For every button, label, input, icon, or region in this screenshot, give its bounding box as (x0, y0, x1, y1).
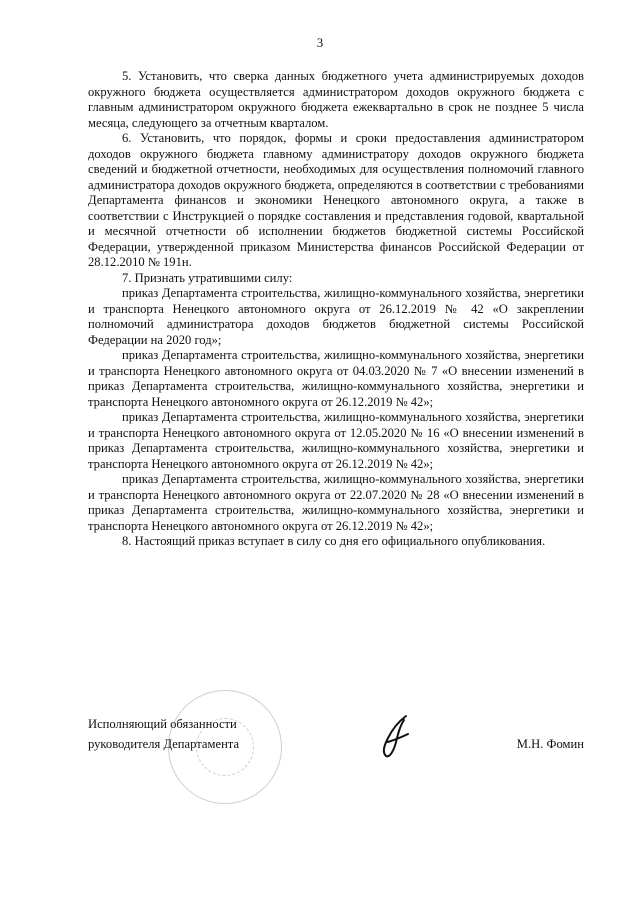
repealed-order-2: приказ Департамента строительства, жилищно-коммунального хозяйства, энергетики и транспорта Ненецкого автономного округа от 04.03.2020 № 7 «О внесении изменений в приказ Департамента строительства, жилищно-коммунального хозяйства, энергетики и транспорта Ненецкого автономного округа от 26.12.2019 № 42»; (88, 348, 584, 409)
repealed-order-3: приказ Департамента строительства, жилищно-коммунального хозяйства, энергетики и транспорта Ненецкого автономного округа от 12.05.2020 № 16 «О внесении изменений в приказ Департамента строительства, жилищно-коммунального хозяйства, энергетики и транспорта Ненецкого автономного округа от 26.12.2019 № 42»; (88, 410, 584, 471)
repealed-order-4: приказ Департамента строительства, жилищно-коммунального хозяйства, энергетики и транспорта Ненецкого автономного округа от 22.07.2020 № 28 «О внесении изменений в приказ Департамента строительства, жилищно-коммунального хозяйства, энергетики и транспорта Ненецкого автономного округа от 26.12.2019 № 42»; (88, 472, 584, 533)
paragraph-6: 6. Установить, что порядок, формы и сроки предоставления администратором доходов окружного бюджета главному администратору доходов окружного бюджета сведений и бюджетной отчетности, необходимых для осуществления полномочий главного администратора доходов окружного бюджета, определяются в соответствии с требованиями Департамента финансов и экономики Ненецкого автономного округа, а также в соответствии с Инструкцией о порядке составления и представления годовой, квартальной и месячной отчетности об исполнении бюджетов бюджетной системы Российской Федерации, утвержденной приказом Министерства финансов Российской Федерации от 28.12.2010 № 191н. (88, 131, 584, 269)
paragraph-5: 5. Установить, что сверка данных бюджетного учета администрируемых доходов окружного бюджета осуществляется администратором доходов окружного бюджета с главным администратором окружного бюджета ежеквартально в срок не позднее 5 числа месяца, следующего за отчетным кварталом. (88, 69, 584, 130)
paragraph-7: 7. Признать утратившими силу: (122, 270, 293, 285)
signatory-title-line1: Исполняющий обязанности (88, 717, 237, 731)
signatory-name: М.Н. Фомин (516, 737, 584, 751)
paragraph-8: 8. Настоящий приказ вступает в силу со дня его официального опубликования. (122, 534, 546, 548)
document-body (88, 69, 584, 550)
page-number: 3 (316, 36, 324, 50)
repealed-order-1: приказ Департамента строительства, жилищно-коммунального хозяйства, энергетики и транспорта Ненецкого автономного округа от 26.12.2019 № 42 «О закреплении полномочий администратора доходов бюджетов бюджетной системы Российской Федерации на 2020 год»; (88, 286, 584, 347)
signatory-title-line2: руководителя Департамента (88, 737, 240, 751)
signature-block (88, 717, 584, 777)
